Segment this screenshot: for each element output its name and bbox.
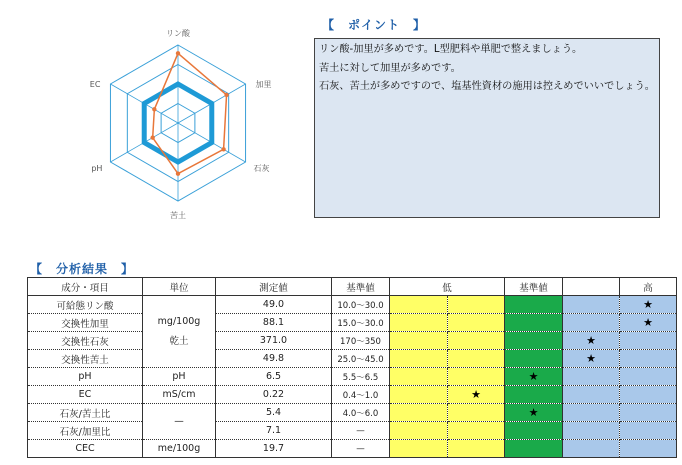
point-line: 苦土に対して加里が多めです。: [319, 62, 461, 74]
level-cell: [390, 350, 448, 368]
star-icon: ★: [471, 388, 481, 401]
table-row: [28, 368, 677, 386]
level-cell: [448, 314, 505, 332]
measured-cell: 19.7: [216, 440, 332, 458]
unit-line: 乾土: [169, 336, 189, 347]
item-cell: 交換性苦土: [28, 350, 143, 368]
standard-cell: 170～350: [332, 332, 390, 350]
radar-measured-point: [150, 135, 154, 139]
point-box: [314, 38, 660, 218]
unit-cell: —: [143, 404, 216, 440]
header-high: 高: [620, 278, 677, 296]
level-cell: [620, 368, 677, 386]
level-cell: [448, 296, 505, 314]
level-cell: [505, 314, 563, 332]
item-cell: EC: [28, 386, 143, 404]
level-cell: [448, 386, 505, 404]
level-cell: [448, 350, 505, 368]
radar-axis-label: 石灰: [253, 164, 270, 173]
level-cell: [390, 368, 448, 386]
radar-axis-label: 加里: [255, 80, 272, 89]
unit-cell: pH: [143, 368, 216, 386]
item-cell: pH: [28, 368, 143, 386]
standard-cell: 10.0～30.0: [332, 296, 390, 314]
table-row: [28, 422, 677, 440]
level-cell: [448, 440, 505, 458]
level-cell: [620, 350, 677, 368]
level-cell: [563, 314, 620, 332]
standard-cell: 25.0～45.0: [332, 350, 390, 368]
header-item: 成分・項目: [28, 278, 143, 296]
level-cell: [620, 296, 677, 314]
radar-axis-label: リン酸: [166, 29, 190, 38]
level-cell: [620, 386, 677, 404]
star-icon: ★: [528, 370, 539, 383]
radar-chart: [70, 22, 290, 227]
level-cell: [505, 350, 563, 368]
table-row: [28, 296, 677, 314]
level-cell: [563, 440, 620, 458]
item-cell: 交換性石灰: [28, 332, 143, 350]
level-cell: [390, 314, 448, 332]
star-icon: ★: [586, 352, 596, 365]
item-cell: 石灰/苦土比: [28, 404, 143, 422]
level-cell: [448, 368, 505, 386]
level-cell: [563, 404, 620, 422]
standard-cell: 15.0～30.0: [332, 314, 390, 332]
radar-axis-label: 苦土: [170, 211, 186, 220]
level-cell: [505, 368, 563, 386]
radar-measured-point: [221, 147, 225, 151]
item-cell: CEC: [28, 440, 143, 458]
standard-cell: 4.0～6.0: [332, 404, 390, 422]
level-cell: [505, 440, 563, 458]
level-cell: [390, 404, 448, 422]
level-cell: [505, 422, 563, 440]
level-cell: [620, 314, 677, 332]
star-icon: ★: [528, 406, 539, 419]
header-low: 低: [390, 278, 505, 296]
standard-cell: —: [332, 422, 390, 440]
level-cell: [505, 332, 563, 350]
level-cell: [390, 422, 448, 440]
level-cell: [390, 296, 448, 314]
level-cell: [390, 440, 448, 458]
level-cell: [620, 332, 677, 350]
header-measured: 測定値: [216, 278, 332, 296]
level-cell: [563, 350, 620, 368]
standard-cell: 5.5～6.5: [332, 368, 390, 386]
unit-cell: mS/cm: [143, 386, 216, 404]
measured-cell: 7.1: [216, 422, 332, 440]
table-row: [28, 440, 677, 458]
level-cell: [505, 386, 563, 404]
measured-cell: 5.4: [216, 404, 332, 422]
header-standard-level: 基準値: [505, 278, 563, 296]
measured-cell: 0.22: [216, 386, 332, 404]
radar-measured-point: [176, 172, 180, 176]
level-cell: [620, 422, 677, 440]
table-header-row: [28, 278, 677, 296]
star-icon: ★: [643, 316, 653, 329]
star-icon: ★: [643, 298, 653, 311]
item-cell: 可給態リン酸: [28, 296, 143, 314]
level-cell: [505, 296, 563, 314]
result-title: 【 分析結果 】: [30, 262, 135, 276]
radar-measured-point: [152, 107, 156, 111]
level-cell: [563, 296, 620, 314]
standard-cell: 0.4～1.0: [332, 386, 390, 404]
header-standard: 基準値: [332, 278, 390, 296]
level-cell: [563, 332, 620, 350]
radar-axis-label: EC: [89, 80, 101, 89]
item-cell: 交換性加里: [28, 314, 143, 332]
measured-cell: 6.5: [216, 368, 332, 386]
star-icon: ★: [586, 334, 596, 347]
level-cell: [563, 386, 620, 404]
level-cell: [505, 404, 563, 422]
measured-cell: 371.0: [216, 332, 332, 350]
header-unit: 単位: [143, 278, 216, 296]
level-cell: [448, 404, 505, 422]
table-row: [28, 386, 677, 404]
measured-cell: 88.1: [216, 314, 332, 332]
radar-axis-label: pH: [91, 164, 103, 173]
measured-cell: 49.8: [216, 350, 332, 368]
radar-measured-point: [176, 51, 180, 55]
standard-cell: —: [332, 440, 390, 458]
unit-cell: me/100g: [143, 440, 216, 458]
level-cell: [563, 368, 620, 386]
result-table: [27, 277, 677, 458]
point-title: 【 ポイント 】: [322, 18, 427, 32]
table-row: [28, 332, 677, 350]
table-row: [28, 404, 677, 422]
level-cell: [390, 332, 448, 350]
level-cell: [448, 422, 505, 440]
unit-cell: [143, 296, 216, 368]
level-cell: [390, 386, 448, 404]
measured-cell: 49.0: [216, 296, 332, 314]
level-cell: [563, 422, 620, 440]
level-cell: [620, 440, 677, 458]
table-row: [28, 314, 677, 332]
point-line: リン酸-加里が多めです。L型肥料や単肥で整えましょう。: [319, 44, 583, 55]
header-blank: [563, 278, 620, 296]
unit-line: mg/100g: [157, 316, 201, 327]
table-row: [28, 350, 677, 368]
level-cell: [620, 404, 677, 422]
item-cell: 石灰/加里比: [28, 422, 143, 440]
level-cell: [448, 332, 505, 350]
point-line: 石灰、苦土が多めですので、塩基性資材の施用は控えめでいいでしょう。: [319, 81, 655, 92]
radar-measured-point: [224, 93, 228, 97]
